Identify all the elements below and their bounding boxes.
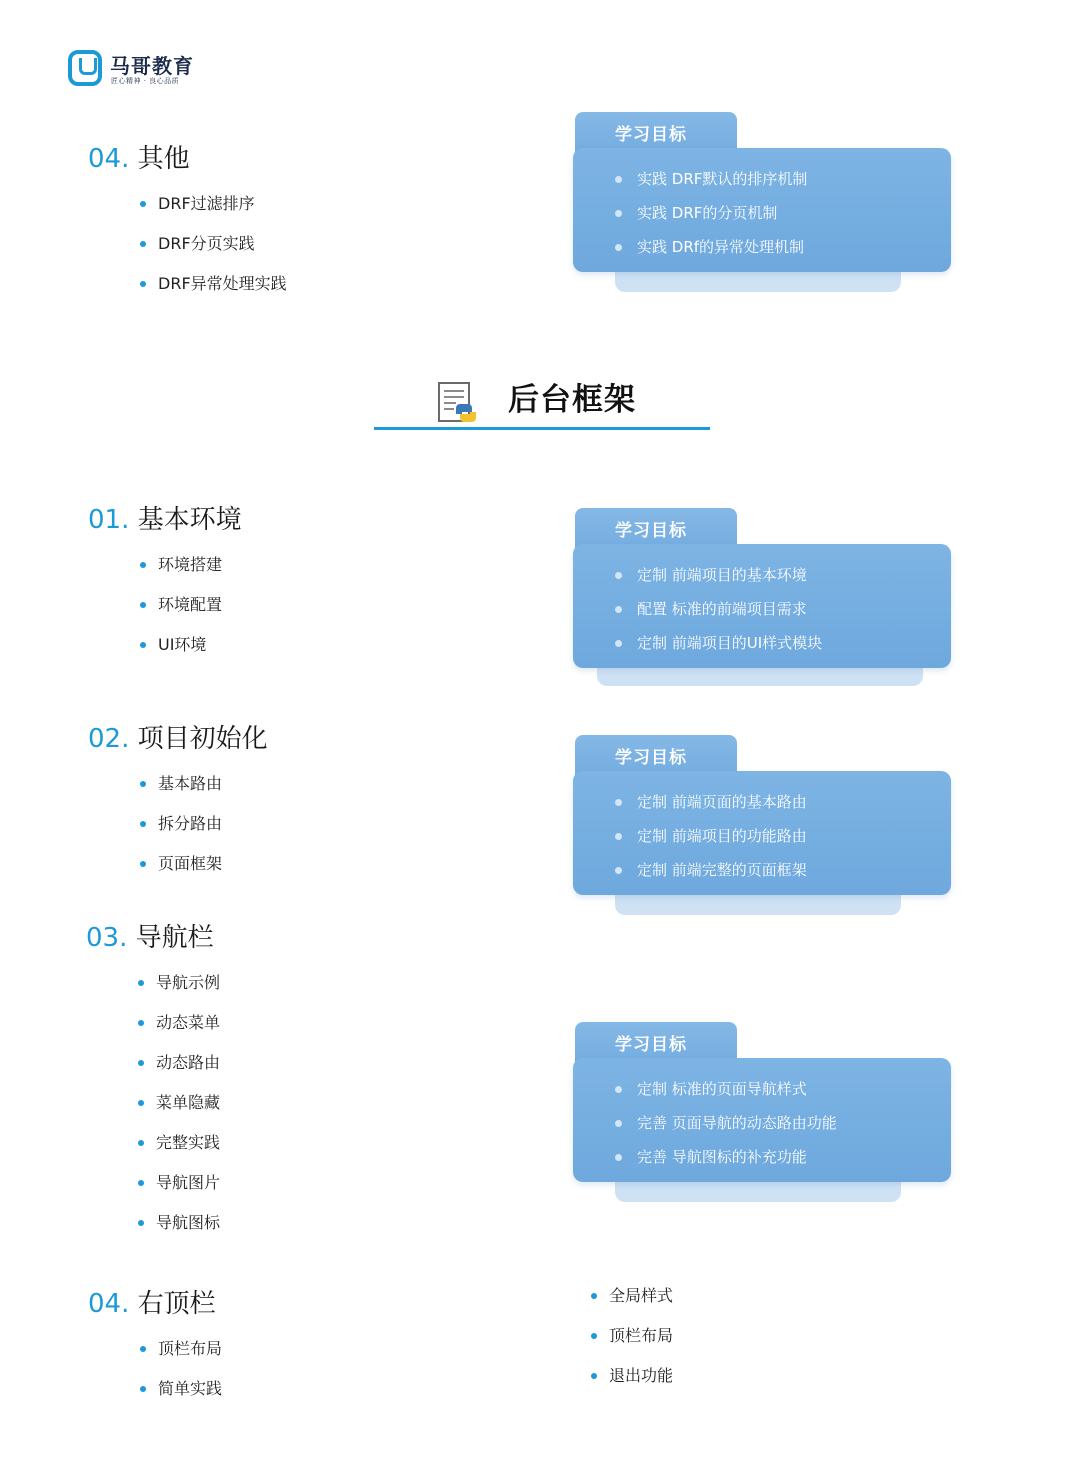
- goal-item: 定制 前端完整的页面框架: [615, 853, 807, 887]
- chapter-title: 后台框架: [508, 382, 636, 418]
- section-number: 04.: [88, 144, 130, 174]
- list-item: 动态菜单: [138, 1003, 220, 1043]
- section-number: 03.: [86, 923, 128, 953]
- logo-slogan: 匠心精神 · 良心品质: [111, 77, 180, 85]
- goal-card-body: [573, 544, 951, 668]
- list-item: 页面框架: [140, 844, 222, 884]
- goal-item: 完善 页面导航的动态路由功能: [615, 1106, 837, 1140]
- goal-card-body: [573, 148, 951, 272]
- list-item: 导航图片: [138, 1163, 220, 1203]
- list-item: 环境配置: [140, 585, 222, 625]
- goal-item: 定制 前端项目的功能路由: [615, 819, 807, 853]
- list-item: 菜单隐藏: [138, 1083, 220, 1123]
- section-name: 基本环境: [137, 505, 242, 535]
- topic-list-top-bar: [140, 1329, 222, 1409]
- list-item: 全局样式: [591, 1276, 673, 1316]
- list-item: DRF分页实践: [140, 224, 287, 264]
- goal-card-navbar: [573, 1022, 953, 1204]
- topic-list-navbar: [138, 963, 220, 1243]
- list-item: 动态路由: [138, 1043, 220, 1083]
- section-title-other: [88, 138, 190, 175]
- section-name: 导航栏: [135, 923, 214, 953]
- list-item: 导航示例: [138, 963, 220, 1003]
- python-document-icon: [438, 382, 476, 424]
- goal-item: 实践 DRF的分页机制: [615, 196, 807, 230]
- section-number: 01.: [88, 505, 130, 535]
- topic-list-top-bar-extra: [591, 1276, 673, 1396]
- list-item: DRF过滤排序: [140, 184, 287, 224]
- list-item: 顶栏布局: [591, 1316, 673, 1356]
- goal-card-basic-env: [573, 508, 953, 690]
- goal-item: 配置 标准的前端项目需求: [615, 592, 822, 626]
- goal-card-tab: 学习目标: [575, 735, 737, 779]
- goal-card-body: [573, 1058, 951, 1182]
- list-item: UI环境: [140, 625, 222, 665]
- list-item: 顶栏布局: [140, 1329, 222, 1369]
- topic-list-other: [140, 184, 287, 304]
- goal-item: 实践 DRf的异常处理机制: [615, 230, 807, 264]
- section-number: 02.: [88, 724, 130, 754]
- goal-card-tab: 学习目标: [575, 508, 737, 552]
- list-item: 环境搭建: [140, 545, 222, 585]
- chapter-banner: [374, 374, 754, 434]
- logo-name: 马哥教育: [110, 54, 194, 78]
- section-name: 其他: [137, 144, 190, 174]
- section-title-project-init: [88, 718, 268, 755]
- section-title-top-bar: [88, 1283, 216, 1320]
- list-item: 导航图标: [138, 1203, 220, 1243]
- section-name: 右顶栏: [137, 1289, 216, 1319]
- goal-item: 定制 前端项目的UI样式模块: [615, 626, 822, 660]
- list-item: 拆分路由: [140, 804, 222, 844]
- banner-underline: [374, 427, 710, 430]
- goal-card-tab: 学习目标: [575, 1022, 737, 1066]
- section-name: 项目初始化: [137, 724, 268, 754]
- goal-item: 定制 前端项目的基本环境: [615, 558, 822, 592]
- section-number: 04.: [88, 1289, 130, 1319]
- list-item: 基本路由: [140, 764, 222, 804]
- topic-list-basic-env: [140, 545, 222, 665]
- list-item: 退出功能: [591, 1356, 673, 1396]
- goal-card-tab: 学习目标: [575, 112, 737, 156]
- section-title-navbar: [86, 917, 214, 954]
- section-title-basic-env: [88, 499, 242, 536]
- goal-item: 定制 前端页面的基本路由: [615, 785, 807, 819]
- list-item: 完整实践: [138, 1123, 220, 1163]
- list-item: 简单实践: [140, 1369, 222, 1409]
- topic-list-project-init: [140, 764, 222, 884]
- goal-card-project-init: [573, 735, 953, 917]
- goal-item: 完善 导航图标的补充功能: [615, 1140, 837, 1174]
- goal-card-body: [573, 771, 951, 895]
- goal-item: 定制 标准的页面导航样式: [615, 1072, 837, 1106]
- list-item: DRF异常处理实践: [140, 264, 287, 304]
- goal-card-other: [573, 112, 953, 294]
- logo-icon: [68, 50, 102, 86]
- brand-logo: [68, 48, 208, 92]
- goal-item: 实践 DRF默认的排序机制: [615, 162, 807, 196]
